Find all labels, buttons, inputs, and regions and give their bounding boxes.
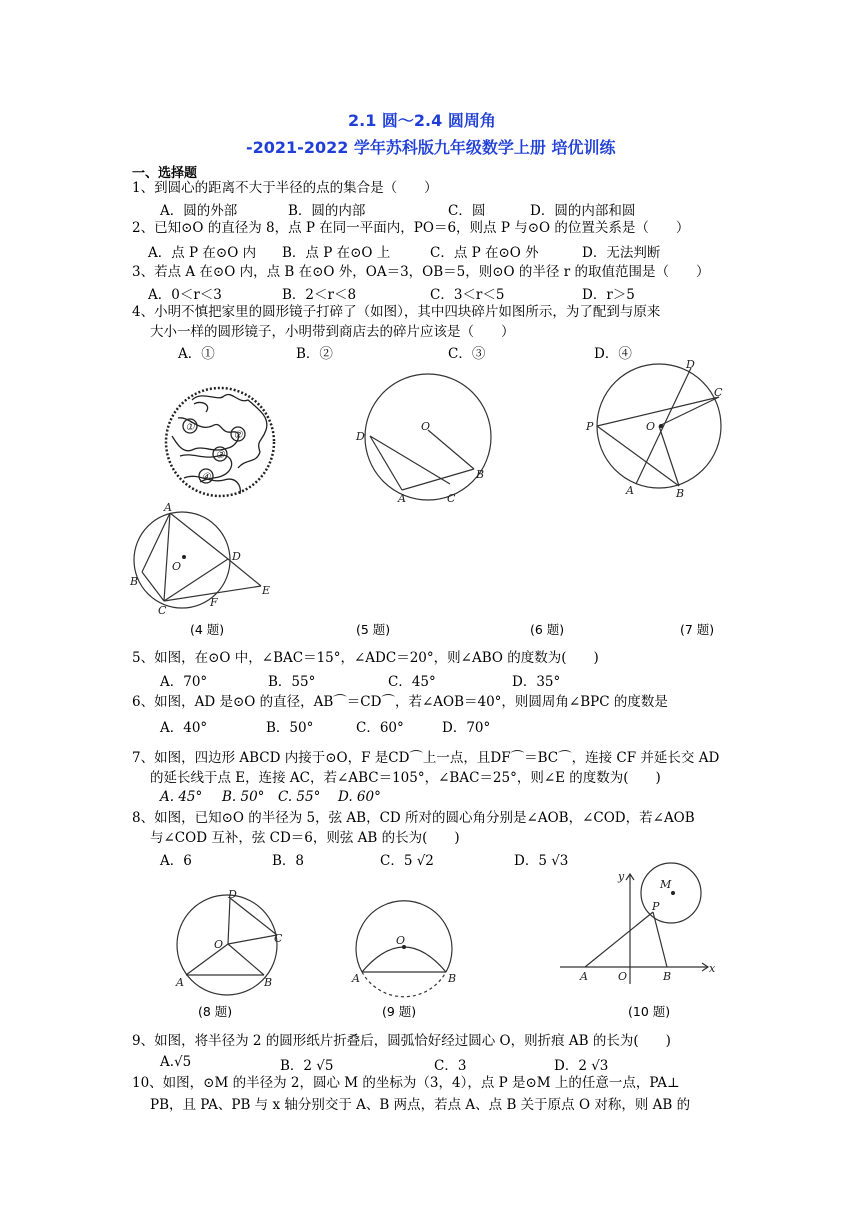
page-title: 2.1 圆～2.4 圆周角 [348, 111, 496, 130]
q7-option-b: B. 50° [222, 789, 265, 805]
question-2: 2、已知⊙O 的直径为 8，点 P 在同一平面内，PO＝6，则点 P 与⊙O 的位置关系是（ ） [132, 220, 690, 236]
caption-fig-7: (7 题) [680, 622, 715, 637]
figure-5-circle [365, 374, 491, 500]
caption-fig-9: (9 题) [382, 1004, 417, 1019]
question-5: 5、如图，在⊙O 中，∠BAC＝15°，∠ADC＝20°，则∠ABO 的度数为( ) [132, 650, 599, 666]
shard-label-3: ③ [215, 450, 225, 461]
q2-option-c: C．点 P 在⊙O 外 [430, 245, 539, 261]
q9-option-d: D．2 √3 [554, 1058, 609, 1074]
question-8-line-2: 与∠COD 互补，弦 CD＝6，则弦 AB 的长为( ) [150, 830, 460, 846]
question-3: 3、若点 A 在⊙O 内，点 B 在⊙O 外，OA＝3，OB＝5，则⊙O 的半径 r 的取值范围是（ ） [132, 264, 710, 280]
q7-option-a: A. 45° [160, 789, 203, 805]
fig8-label-c: C [274, 932, 283, 945]
shard-label-4: ④ [201, 472, 211, 483]
q8-option-d: D．5 √3 [514, 853, 569, 869]
q1-option-d: D．圆的内部和圆 [530, 203, 636, 219]
fig10-center-dot [671, 891, 675, 895]
q1-option-b: B．圆的内部 [288, 203, 366, 219]
figure-7-circle [134, 512, 261, 608]
fig5-label-c: C [447, 492, 456, 505]
caption-fig-10: (10 题) [628, 1004, 671, 1019]
fig7-center-dot [182, 555, 186, 559]
q6-option-a: A．40° [160, 720, 208, 736]
page-subtitle: -2021-2022 学年苏科版九年级数学上册 培优训练 [246, 138, 616, 157]
question-6: 6、如图，AD 是⊙O 的直径，AB⌒＝CD⌒，若∠AOB＝40°，则圆周角∠BPC 的度数是 [132, 694, 668, 710]
q1-option-c: C．圆 [448, 203, 486, 219]
shard-label-1: ① [185, 422, 195, 433]
figure-mirror-shards [166, 388, 274, 496]
figures-row-2 [160, 862, 730, 1002]
q6-option-d: D．70° [442, 720, 491, 736]
fig6-label-c: C [714, 386, 723, 399]
q4-option-c: C．③ [448, 346, 486, 362]
fig8-label-d: D [228, 888, 237, 901]
q4-option-a: A．① [178, 346, 215, 362]
q3-option-a: A．0＜r＜3 [148, 287, 222, 303]
fig9-label-b: B [448, 972, 457, 985]
fig7-label-o: O [172, 560, 182, 573]
question-1: 1、到圆心的距离不大于半径的点的集合是（ ） [132, 180, 438, 196]
q1-option-a: A．圆的外部 [160, 203, 238, 219]
q9-option-a: A.√5 [160, 1054, 192, 1070]
fig10-label-y: y [618, 870, 625, 883]
question-10-line-2: PB，且 PA、PB 与 x 轴分别交于 A、B 两点，若点 A、点 B 关于原点 O 对称，则 AB 的 [150, 1097, 691, 1113]
q6-option-c: C．60° [356, 720, 404, 736]
q5-option-a: A．70° [160, 674, 208, 690]
figures-row-1 [120, 360, 740, 615]
fig5-label-d: D [356, 430, 365, 443]
q3-option-d: D．r＞5 [582, 287, 635, 303]
question-8-line-1: 8、如图，已知⊙O 的半径为 5，弦 AB，CD 所对的圆心角分别是∠AOB，∠COD，若∠AOB [132, 810, 695, 826]
fig6-label-a: A [626, 484, 634, 497]
caption-fig-8: (8 题) [198, 1004, 233, 1019]
q5-option-d: D．35° [512, 674, 561, 690]
caption-fig-6: (6 题) [530, 622, 565, 637]
fig6-label-o: O [646, 420, 656, 433]
caption-fig-5: (5 题) [356, 622, 391, 637]
question-7-line-2: 的延长线于点 E，连接 AC，若∠ABC＝105°，∠BAC＝25°，则∠E 的度数为( ) [150, 770, 661, 786]
q7-option-d: D. 60° [338, 789, 381, 805]
fig6-center-dot [659, 424, 663, 428]
fig10-label-b: B [663, 970, 672, 983]
fig5-label-o: O [421, 420, 431, 433]
q4-option-b: B．② [296, 346, 333, 362]
fig8-label-b: B [264, 976, 273, 989]
q9-option-c: C．3 [434, 1058, 467, 1074]
fig10-label-m: M [660, 878, 672, 891]
fig10-label-o: O [618, 970, 628, 983]
q6-option-b: B．50° [266, 720, 314, 736]
fig8-label-a: A [176, 976, 184, 989]
question-7-line-1: 7、如图，四边形 ABCD 内接于⊙O，F 是CD⌒上一点，且DF⌒＝BC⌒，连接 CF 并延长交 AD [132, 750, 720, 766]
fig7-label-e: E [262, 584, 271, 597]
question-9: 9、如图，将半径为 2 的圆形纸片折叠后，圆弧恰好经过圆心 O，则折痕 AB 的长为( ) [132, 1033, 671, 1049]
fig9-label-o: O [396, 934, 406, 947]
q2-option-b: B．点 P 在⊙O 上 [282, 245, 391, 261]
question-4-line-1: 4、小明不慎把家里的圆形镜子打碎了（如图），其中四块碎片如图所示，为了配到与原来 [132, 304, 661, 320]
fig7-label-a: A [164, 501, 172, 514]
fig8-label-o: O [214, 938, 224, 951]
fig7-label-b: B [130, 575, 139, 588]
q3-option-b: B．2＜r＜8 [282, 287, 357, 303]
q5-option-b: B．55° [268, 674, 316, 690]
fig7-label-c: C [158, 604, 167, 615]
fig6-label-b: B [676, 487, 685, 500]
q3-option-c: C．3＜r＜5 [430, 287, 505, 303]
question-10-line-1: 10、如图，⊙M 的半径为 2，圆心 M 的坐标为（3，4），点 P 是⊙M 上的任意一点，PA⊥ [132, 1075, 680, 1091]
fig10-label-x: x [709, 962, 716, 975]
figure-8-circle [177, 895, 277, 995]
fig10-label-a: A [580, 970, 588, 983]
shard-label-2: ② [233, 430, 243, 441]
q4-option-d: D．④ [594, 346, 632, 362]
fig6-label-p: P [586, 420, 594, 433]
fig9-label-a: A [352, 972, 360, 985]
question-4-line-2: 大小一样的圆形镜子，小明带到商店去的碎片应该是（ ） [150, 324, 515, 340]
caption-fig-4: (4 题) [190, 622, 225, 637]
q8-option-b: B．8 [272, 853, 305, 869]
figure-10-coordinate [560, 863, 708, 984]
q7-option-c: C. 55° [278, 789, 321, 805]
fig7-label-f: F [210, 596, 218, 609]
q9-option-b: B．2 √5 [280, 1058, 334, 1074]
section-heading: 一、选择题 [132, 166, 198, 181]
q8-option-a: A．6 [160, 853, 192, 869]
q2-option-a: A．点 P 在⊙O 内 [148, 245, 257, 261]
q8-option-c: C．5 √2 [380, 853, 434, 869]
q2-option-d: D．无法判断 [582, 245, 661, 261]
fig6-label-d: D [686, 360, 695, 371]
fig7-label-d: D [232, 550, 241, 563]
fig5-label-b: B [476, 468, 485, 481]
fig10-label-p: P [652, 900, 660, 913]
q5-option-c: C．45° [388, 674, 436, 690]
fig5-label-a: A [398, 492, 406, 505]
